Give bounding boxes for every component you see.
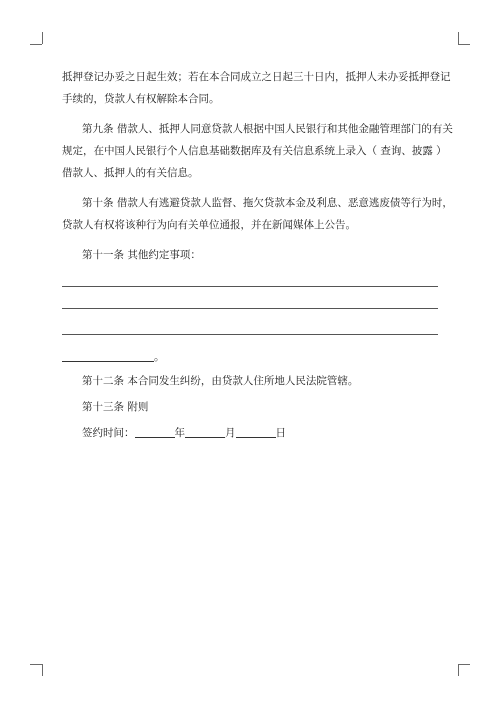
article-13: 第十三条 附则 bbox=[82, 401, 149, 413]
blank-line-3[interactable] bbox=[62, 334, 438, 335]
signing-date-label: 签约时间： bbox=[82, 427, 135, 439]
article-9-line-1: 第九条 借款人、抵押人同意贷款人根据中国人民银行和其他金融管理部门的有关 bbox=[82, 123, 453, 135]
year-label: 年 bbox=[174, 427, 185, 439]
signing-year-field[interactable] bbox=[135, 425, 175, 438]
period-mark: 。 bbox=[154, 351, 165, 363]
article-11-heading: 第十一条 其他约定事项： bbox=[82, 249, 201, 261]
day-label: 日 bbox=[275, 427, 286, 439]
month-label: 月 bbox=[225, 427, 236, 439]
article-10-line-2: 贷款人有权将该种行为向有关单位通报，并在新闻媒体上公告。 bbox=[62, 219, 356, 231]
blank-field-other-terms[interactable] bbox=[62, 349, 154, 362]
article-9-line-2: 规定，在中国人民银行个人信息基础数据库及有关信息系统上录入（ 查询、披露 ） bbox=[62, 145, 447, 157]
article-10-line-1: 第十条 借款人有逃避贷款人监督、拖欠贷款本金及利息、恶意逃废债等行为时， bbox=[82, 197, 453, 209]
article-12: 第十二条 本合同发生纠纷，由贷款人住所地人民法院管辖。 bbox=[82, 375, 359, 387]
document-body bbox=[62, 66, 453, 266]
blank-line-2[interactable] bbox=[62, 308, 438, 309]
blank-line-4 bbox=[62, 346, 165, 368]
article-8-continued-line-2: 手续的，贷款人有权解除本合同。 bbox=[62, 93, 220, 105]
signing-day-field[interactable] bbox=[236, 425, 276, 438]
article-8-continued-line-1: 抵押登记办妥之日起生效；若在本合同成立之日起三十日内，抵押人未办妥抵押登记 bbox=[62, 71, 451, 83]
signing-month-field[interactable] bbox=[185, 425, 225, 438]
signing-date-line bbox=[62, 422, 286, 444]
article-9-line-3: 借款人、抵押人的有关信息。 bbox=[62, 167, 199, 179]
blank-line-1[interactable] bbox=[62, 286, 438, 287]
